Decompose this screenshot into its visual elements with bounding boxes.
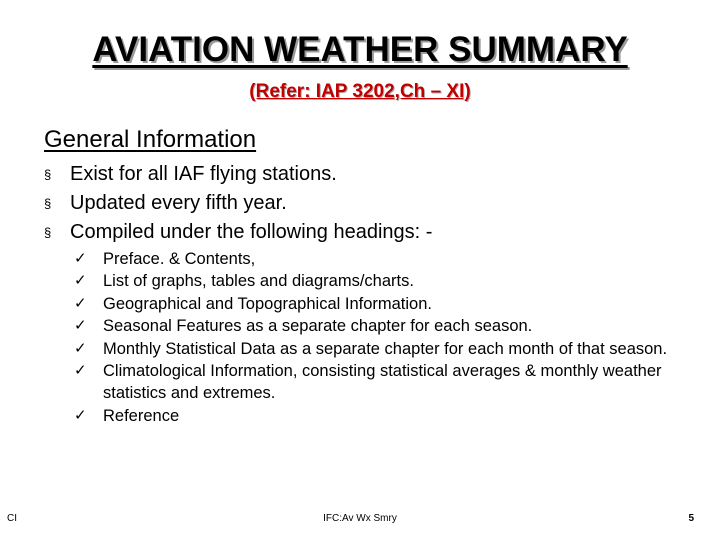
bullet-item (44, 160, 684, 189)
checklist-text: Geographical and Topographical Information. (103, 294, 432, 313)
bullet-item (44, 189, 684, 218)
section-bullet-icon: § (44, 225, 52, 240)
slide-title: AVIATION WEATHER SUMMARY (92, 30, 628, 69)
checklist-item (74, 405, 694, 427)
checkmark-icon: ✓ (74, 317, 87, 335)
checkmark-icon: ✓ (74, 294, 87, 312)
checklist (74, 248, 694, 427)
bullet-text: Compiled under the following headings: - (70, 221, 433, 243)
checkmark-icon: ✓ (74, 250, 87, 267)
checkmark-icon: ✓ (74, 272, 87, 290)
section-heading: General Information (44, 126, 257, 153)
checklist-text: Reference (103, 406, 180, 425)
bullet-text: Exist for all IAF flying stations. (70, 163, 337, 185)
checklist-text: Seasonal Features as a separate chapter for each season. (103, 317, 533, 336)
bullet-text: Updated every fifth year. (70, 192, 287, 214)
bullet-item (44, 218, 684, 247)
checklist-text: List of graphs, tables and diagrams/charts. (103, 272, 414, 291)
slide-subtitle: (Refer: IAP 3202,Ch – XI) (249, 81, 471, 102)
checkmark-icon: ✓ (74, 406, 87, 424)
checklist-item (74, 338, 694, 360)
checklist-item (74, 293, 694, 315)
checklist-item (74, 248, 694, 270)
checklist-item (74, 315, 694, 337)
section-bullet-icon: § (44, 167, 52, 182)
footer-center-label: IFC:Av Wx Smry (323, 513, 397, 524)
checkmark-icon: ✓ (74, 339, 87, 357)
checklist-item (74, 270, 694, 292)
section-bullet-icon: § (44, 196, 52, 211)
page-number: 5 (688, 513, 694, 524)
checklist-item (74, 360, 694, 405)
footer-left-label: CI (7, 513, 17, 524)
checklist-text: Monthly Statistical Data as a separate chapter for each month of that season. (103, 339, 668, 358)
bullet-list (44, 160, 684, 247)
checklist-text: Preface. & Contents, (103, 250, 256, 268)
checklist-text: Climatological Information, consisting statistical averages & monthly weather statistics and extremes. (103, 362, 662, 403)
checkmark-icon: ✓ (74, 362, 87, 380)
